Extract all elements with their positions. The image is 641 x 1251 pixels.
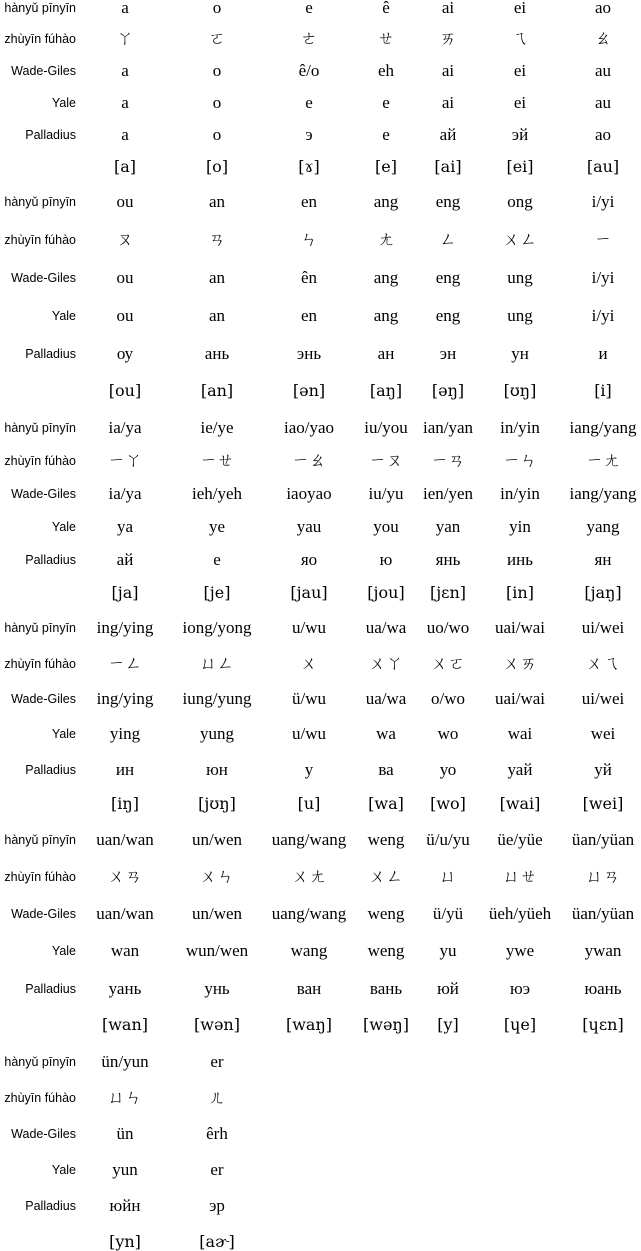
ipa-cell: [ei] [506, 157, 534, 176]
yale-cell: ei [513, 93, 527, 112]
ipa-cell: [i] [594, 381, 612, 400]
zhuyin-cell: ㄧㄤ [586, 451, 620, 471]
zhuyin-cell: ㄨㄚ [369, 654, 403, 674]
wade-cell: uan/wan [96, 904, 154, 923]
pinyin-cell: iu/you [364, 418, 408, 437]
pinyin-cell: eng [435, 192, 461, 211]
wade-cell: a [121, 61, 129, 80]
group-5-pinyin-row [0, 831, 641, 849]
wade-cell: ên [300, 268, 318, 287]
ipa-cell: [aɚ] [199, 1232, 235, 1251]
zhuyin-cell: ㄠ [594, 29, 612, 49]
group-1-yale-row [0, 94, 641, 112]
wade-cell: iu/yu [368, 484, 404, 503]
pinyin-cell: uo/wo [426, 618, 470, 637]
palladius-cell: яо [300, 550, 318, 569]
wade-row-label: Wade-Giles [11, 1127, 76, 1141]
yale-cell: you [373, 517, 399, 536]
zhuyin-cell: ㄣ [300, 230, 318, 250]
zhuyin-cell: ㄨㄛ [431, 654, 465, 674]
palladius-row-label: Palladius [25, 1199, 76, 1213]
pinyin-row-label: hànyǔ pīnyīn [4, 833, 76, 847]
yale-cell: ywan [584, 941, 622, 960]
zhuyin-cell: ㄡ [116, 230, 134, 250]
group-6-ipa-row [0, 1233, 641, 1251]
yale-cell: en [300, 306, 318, 325]
group-4-pinyin-row [0, 619, 641, 637]
yale-row-label: Yale [51, 520, 76, 534]
yale-cell: eng [435, 306, 461, 325]
pinyin-cell: ü/u/yu [426, 830, 470, 849]
palladius-cell: ун [511, 344, 529, 363]
pinyin-cell: u/wu [292, 618, 326, 637]
wade-cell: ia/ya [108, 484, 142, 503]
ipa-cell: [wo] [430, 794, 466, 813]
zhuyin-cell: ㄨㄢ [108, 867, 142, 887]
ipa-cell: [jou] [367, 583, 405, 602]
zhuyin-cell: ㄨㄞ [503, 654, 537, 674]
ipa-cell: [ai] [434, 157, 462, 176]
ipa-cell: [a] [113, 157, 137, 176]
pinyin-cell: ua/wa [365, 618, 407, 637]
wade-cell: in/yin [500, 484, 540, 503]
wade-cell: üan/yüan [571, 904, 635, 923]
zhuyin-cell: ㄢ [208, 230, 226, 250]
ipa-cell: [ɥɛn] [582, 1015, 624, 1034]
wade-cell: ing/ying [96, 689, 154, 708]
pinyin-cell: i/yi [591, 192, 615, 211]
group-4-palladius-row [0, 761, 641, 779]
yale-cell: ai [441, 93, 455, 112]
wade-cell: ou [116, 268, 134, 287]
palladius-cell: юй [437, 979, 459, 998]
yale-cell: ye [208, 517, 226, 536]
pinyin-cell: an [208, 192, 226, 211]
zhuyin-cell: ㄧㄣ [503, 451, 537, 471]
wade-cell: êrh [206, 1124, 228, 1143]
palladius-row-label: Palladius [25, 128, 76, 142]
pinyin-row-label: hànyǔ pīnyīn [4, 195, 76, 209]
group-3-wade-row [0, 485, 641, 503]
palladius-cell: эн [439, 344, 457, 363]
zhuyin-cell: ㄧㄠ [292, 451, 326, 471]
yale-cell: ya [116, 517, 134, 536]
pinyin-cell: ui/wei [581, 618, 625, 637]
group-5-zhuyin-row [0, 867, 641, 887]
group-5-ipa-row [0, 1016, 641, 1034]
yale-cell: ang [373, 306, 399, 325]
group-1-palladius-row [0, 126, 641, 144]
palladius-cell: а [121, 125, 129, 144]
zhuyin-cell: ㄧㄥ [108, 654, 142, 674]
wade-cell: ieh/yeh [191, 484, 243, 503]
ipa-cell: [jɛn] [429, 583, 467, 602]
pinyin-cell: un/wen [191, 830, 243, 849]
yale-cell: wan [110, 941, 140, 960]
ipa-cell: [iŋ] [111, 794, 139, 813]
group-4-zhuyin-row [0, 654, 641, 674]
wade-cell: ang [373, 268, 399, 287]
pinyin-cell: uai/wai [494, 618, 546, 637]
yale-cell: e [305, 93, 313, 112]
pinyin-cell: üe/yüe [497, 830, 543, 849]
palladius-cell: уай [507, 760, 533, 779]
ipa-cell: [əŋ] [431, 381, 465, 400]
pinyin-cell: ei [513, 0, 527, 17]
yale-cell: o [212, 93, 222, 112]
palladius-cell: эр [209, 1196, 225, 1215]
zhuyin-cell: ㄦ [208, 1088, 226, 1108]
pinyin-row-label: hànyǔ pīnyīn [4, 1, 76, 15]
yale-cell: wo [437, 724, 459, 743]
yale-cell: yan [435, 517, 461, 536]
ipa-cell: [ən] [292, 381, 326, 400]
palladius-cell: ан [377, 344, 395, 363]
yale-cell: yu [439, 941, 457, 960]
ipa-cell: [u] [297, 794, 321, 813]
ipa-cell: [jau] [290, 583, 328, 602]
zhuyin-row-label: zhùyīn fúhào [4, 32, 76, 46]
yale-cell: au [594, 93, 612, 112]
yale-cell: u/wu [292, 724, 326, 743]
wade-cell: ien/yen [422, 484, 474, 503]
pinyin-cell: o [212, 0, 222, 17]
palladius-cell: и [598, 344, 608, 363]
zhuyin-cell: ㄩㄣ [108, 1088, 142, 1108]
ipa-cell: [ɥe] [503, 1015, 537, 1034]
yale-row-label: Yale [51, 1163, 76, 1177]
wade-cell: un/wen [191, 904, 243, 923]
ipa-cell: [ou] [108, 381, 142, 400]
palladius-row-label: Palladius [25, 763, 76, 777]
pinyin-cell: ing/ying [96, 618, 154, 637]
group-1-zhuyin-row [0, 29, 641, 49]
group-2-wade-row [0, 269, 641, 287]
wade-cell: ü/yü [432, 904, 464, 923]
wade-cell: ün [116, 1124, 134, 1143]
palladius-cell: эй [511, 125, 529, 144]
ipa-cell: [wan] [101, 1015, 149, 1034]
pinyin-cell: in/yin [500, 418, 540, 437]
ipa-cell: [ja] [111, 583, 139, 602]
zhuyin-cell: ㄞ [439, 29, 457, 49]
palladius-cell: юн [206, 760, 228, 779]
yale-cell: wei [590, 724, 616, 743]
group-6-yale-row [0, 1161, 641, 1179]
yale-cell: ying [109, 724, 141, 743]
pinyin-cell: weng [367, 830, 405, 849]
yale-cell: wai [507, 724, 533, 743]
palladius-cell: уй [594, 760, 612, 779]
palladius-cell: о [212, 125, 222, 144]
pinyin-cell: ou [116, 192, 134, 211]
pinyin-cell: ê [382, 0, 390, 17]
zhuyin-row-label: zhùyīn fúhào [4, 233, 76, 247]
wade-row-label: Wade-Giles [11, 487, 76, 501]
palladius-cell: уань [108, 979, 142, 998]
group-1-pinyin-row [0, 0, 641, 17]
ipa-cell: [wəŋ] [363, 1015, 409, 1034]
zhuyin-cell: ㄨㄥ [369, 867, 403, 887]
group-4-yale-row [0, 725, 641, 743]
palladius-cell: е [213, 550, 221, 569]
wade-cell: ei [513, 61, 527, 80]
group-6-wade-row [0, 1125, 641, 1143]
group-2-zhuyin-row [0, 230, 641, 250]
zhuyin-row-label: zhùyīn fúhào [4, 657, 76, 671]
pinyin-cell: a [121, 0, 129, 17]
palladius-cell: ань [204, 344, 230, 363]
group-2-palladius-row [0, 345, 641, 363]
palladius-cell: оу [116, 344, 134, 363]
pinyin-cell: üan/yüan [571, 830, 635, 849]
group-2-pinyin-row [0, 193, 641, 211]
pinyin-cell: ong [507, 192, 533, 211]
zhuyin-row-label: zhùyīn fúhào [4, 870, 76, 884]
ipa-cell: [je] [203, 583, 231, 602]
pinyin-row-label: hànyǔ pīnyīn [4, 1055, 76, 1069]
zhuyin-cell: ㄩ [439, 867, 457, 887]
pinyin-row-label: hànyǔ pīnyīn [4, 421, 76, 435]
wade-cell: ai [441, 61, 455, 80]
group-2-yale-row [0, 307, 641, 325]
group-4-ipa-row [0, 795, 641, 813]
zhuyin-cell: ㄟ [511, 29, 529, 49]
zhuyin-cell: ㄩㄥ [200, 654, 234, 674]
group-3-pinyin-row [0, 419, 641, 437]
pinyin-cell: e [305, 0, 313, 17]
yale-cell: yang [586, 517, 620, 536]
yale-cell: yun [112, 1160, 138, 1179]
yale-cell: yin [509, 517, 531, 536]
yale-cell: i/yi [591, 306, 615, 325]
yale-cell: wa [376, 724, 396, 743]
ipa-cell: [wa] [368, 794, 404, 813]
ipa-cell: [wai] [499, 794, 541, 813]
palladius-cell: ай [116, 550, 134, 569]
zhuyin-cell: ㄨㄣ [200, 867, 234, 887]
ipa-cell: [o] [205, 157, 229, 176]
group-1-ipa-row [0, 158, 641, 176]
group-5-wade-row [0, 905, 641, 923]
pinyin-row-label: hànyǔ pīnyīn [4, 621, 76, 635]
ipa-cell: [wei] [582, 794, 624, 813]
palladius-row-label: Palladius [25, 982, 76, 996]
palladius-cell: ин [115, 760, 135, 779]
ipa-cell: [jaŋ] [584, 583, 622, 602]
zhuyin-cell: ㄤ [377, 230, 395, 250]
wade-cell: ua/wa [365, 689, 407, 708]
palladius-row-label: Palladius [25, 347, 76, 361]
ipa-cell: [aŋ] [369, 381, 403, 400]
zhuyin-cell: ㄨㄤ [292, 867, 326, 887]
yale-cell: e [382, 93, 390, 112]
palladius-cell: е [382, 125, 390, 144]
group-2-ipa-row [0, 382, 641, 400]
zhuyin-cell: ㄚ [116, 29, 134, 49]
wade-cell: ü/wu [292, 689, 326, 708]
yale-row-label: Yale [51, 309, 76, 323]
wade-cell: i/yi [591, 268, 615, 287]
yale-row-label: Yale [51, 727, 76, 741]
palladius-cell: уо [439, 760, 457, 779]
palladius-cell: юань [584, 979, 622, 998]
wade-cell: eng [435, 268, 461, 287]
pinyin-cell: uang/wang [271, 830, 347, 849]
pinyin-cell: iang/yang [569, 418, 637, 437]
zhuyin-cell: ㄩㄢ [586, 867, 620, 887]
wade-cell: o/wo [431, 689, 465, 708]
wade-cell: uai/wai [494, 689, 546, 708]
zhuyin-cell: ㄩㄝ [503, 867, 537, 887]
wade-cell: eh [377, 61, 395, 80]
ipa-cell: [an] [200, 381, 234, 400]
ipa-cell: [ʊŋ] [503, 381, 537, 400]
zhuyin-cell: ㄜ [300, 29, 318, 49]
yale-cell: weng [367, 941, 405, 960]
palladius-cell: юэ [510, 979, 530, 998]
yale-cell: an [208, 306, 226, 325]
palladius-cell: ай [439, 125, 457, 144]
wade-cell: uang/wang [271, 904, 347, 923]
yale-cell: wun/wen [185, 941, 249, 960]
palladius-cell: вань [369, 979, 403, 998]
zhuyin-cell: ㄧㄚ [108, 451, 142, 471]
zhuyin-cell: ㄧㄡ [369, 451, 403, 471]
palladius-cell: унь [204, 979, 230, 998]
palladius-cell: энь [296, 344, 322, 363]
group-3-yale-row [0, 518, 641, 536]
pinyin-cell: ao [594, 0, 612, 17]
zhuyin-row-label: zhùyīn fúhào [4, 1091, 76, 1105]
pinyin-cell: en [300, 192, 318, 211]
pinyin-cell: iao/yao [283, 418, 335, 437]
palladius-cell: инь [507, 550, 533, 569]
wade-cell: ung [507, 268, 533, 287]
ipa-cell: [au] [586, 157, 620, 176]
pinyin-cell: ie/ye [200, 418, 234, 437]
pinyin-cell: ang [373, 192, 399, 211]
yale-cell: er [210, 1160, 224, 1179]
group-4-wade-row [0, 690, 641, 708]
palladius-cell: э [305, 125, 313, 144]
group-1-wade-row [0, 62, 641, 80]
ipa-cell: [wən] [194, 1015, 240, 1034]
pinyin-cell: ia/ya [108, 418, 142, 437]
ipa-cell: [ɤ] [298, 157, 320, 176]
group-6-pinyin-row [0, 1053, 641, 1071]
wade-cell: iung/yung [182, 689, 252, 708]
pinyin-cell: ün/yun [101, 1052, 149, 1071]
wade-row-label: Wade-Giles [11, 692, 76, 706]
group-3-palladius-row [0, 551, 641, 569]
zhuyin-cell: ㄛ [208, 29, 226, 49]
group-5-yale-row [0, 942, 641, 960]
zhuyin-cell: ㄨㄥ [503, 230, 537, 250]
yale-cell: ung [507, 306, 533, 325]
palladius-cell: ян [594, 550, 612, 569]
zhuyin-cell: ㄥ [439, 230, 457, 250]
yale-cell: ou [116, 306, 134, 325]
palladius-cell: ва [378, 760, 394, 779]
pinyin-cell: er [210, 1052, 224, 1071]
ipa-cell: [yn] [109, 1232, 141, 1251]
wade-cell: ê/o [298, 61, 320, 80]
palladius-cell: янь [435, 550, 461, 569]
group-6-zhuyin-row [0, 1088, 641, 1108]
ipa-cell: [in] [506, 583, 534, 602]
wade-cell: ui/wei [581, 689, 625, 708]
yale-cell: yau [296, 517, 322, 536]
yale-cell: wang [290, 941, 328, 960]
yale-row-label: Yale [51, 96, 76, 110]
palladius-cell: ао [594, 125, 612, 144]
ipa-cell: [e] [375, 157, 397, 176]
zhuyin-cell: ㄧ [594, 230, 612, 250]
ipa-cell: [y] [437, 1015, 459, 1034]
wade-cell: iaoyao [286, 484, 332, 503]
pinyin-cell: ai [441, 0, 455, 17]
wade-cell: iang/yang [569, 484, 637, 503]
ipa-cell: [jʊŋ] [198, 794, 236, 813]
zhuyin-row-label: zhùyīn fúhào [4, 454, 76, 468]
palladius-cell: у [304, 760, 314, 779]
group-3-zhuyin-row [0, 451, 641, 471]
group-6-palladius-row [0, 1197, 641, 1215]
group-5-palladius-row [0, 980, 641, 998]
wade-cell: weng [367, 904, 405, 923]
palladius-cell: ван [296, 979, 322, 998]
palladius-row-label: Palladius [25, 553, 76, 567]
zhuyin-cell: ㄝ [377, 29, 395, 49]
wade-row-label: Wade-Giles [11, 907, 76, 921]
pinyin-cell: iong/yong [182, 618, 252, 637]
wade-row-label: Wade-Giles [11, 64, 76, 78]
wade-cell: an [208, 268, 226, 287]
palladius-cell: юйн [109, 1196, 141, 1215]
yale-cell: a [121, 93, 129, 112]
wade-row-label: Wade-Giles [11, 271, 76, 285]
wade-cell: üeh/yüeh [488, 904, 552, 923]
wade-cell: o [212, 61, 222, 80]
yale-row-label: Yale [51, 944, 76, 958]
yale-cell: yung [200, 724, 234, 743]
pinyin-cell: ian/yan [422, 418, 474, 437]
zhuyin-cell: ㄨ [300, 654, 318, 674]
pinyin-cell: uan/wan [96, 830, 154, 849]
zhuyin-cell: ㄧㄝ [200, 451, 234, 471]
palladius-cell: ю [379, 550, 393, 569]
group-3-ipa-row [0, 584, 641, 602]
yale-cell: ywe [505, 941, 535, 960]
zhuyin-cell: ㄧㄢ [431, 451, 465, 471]
wade-cell: au [594, 61, 612, 80]
ipa-cell: [waŋ] [285, 1015, 333, 1034]
zhuyin-cell: ㄨㄟ [586, 654, 620, 674]
